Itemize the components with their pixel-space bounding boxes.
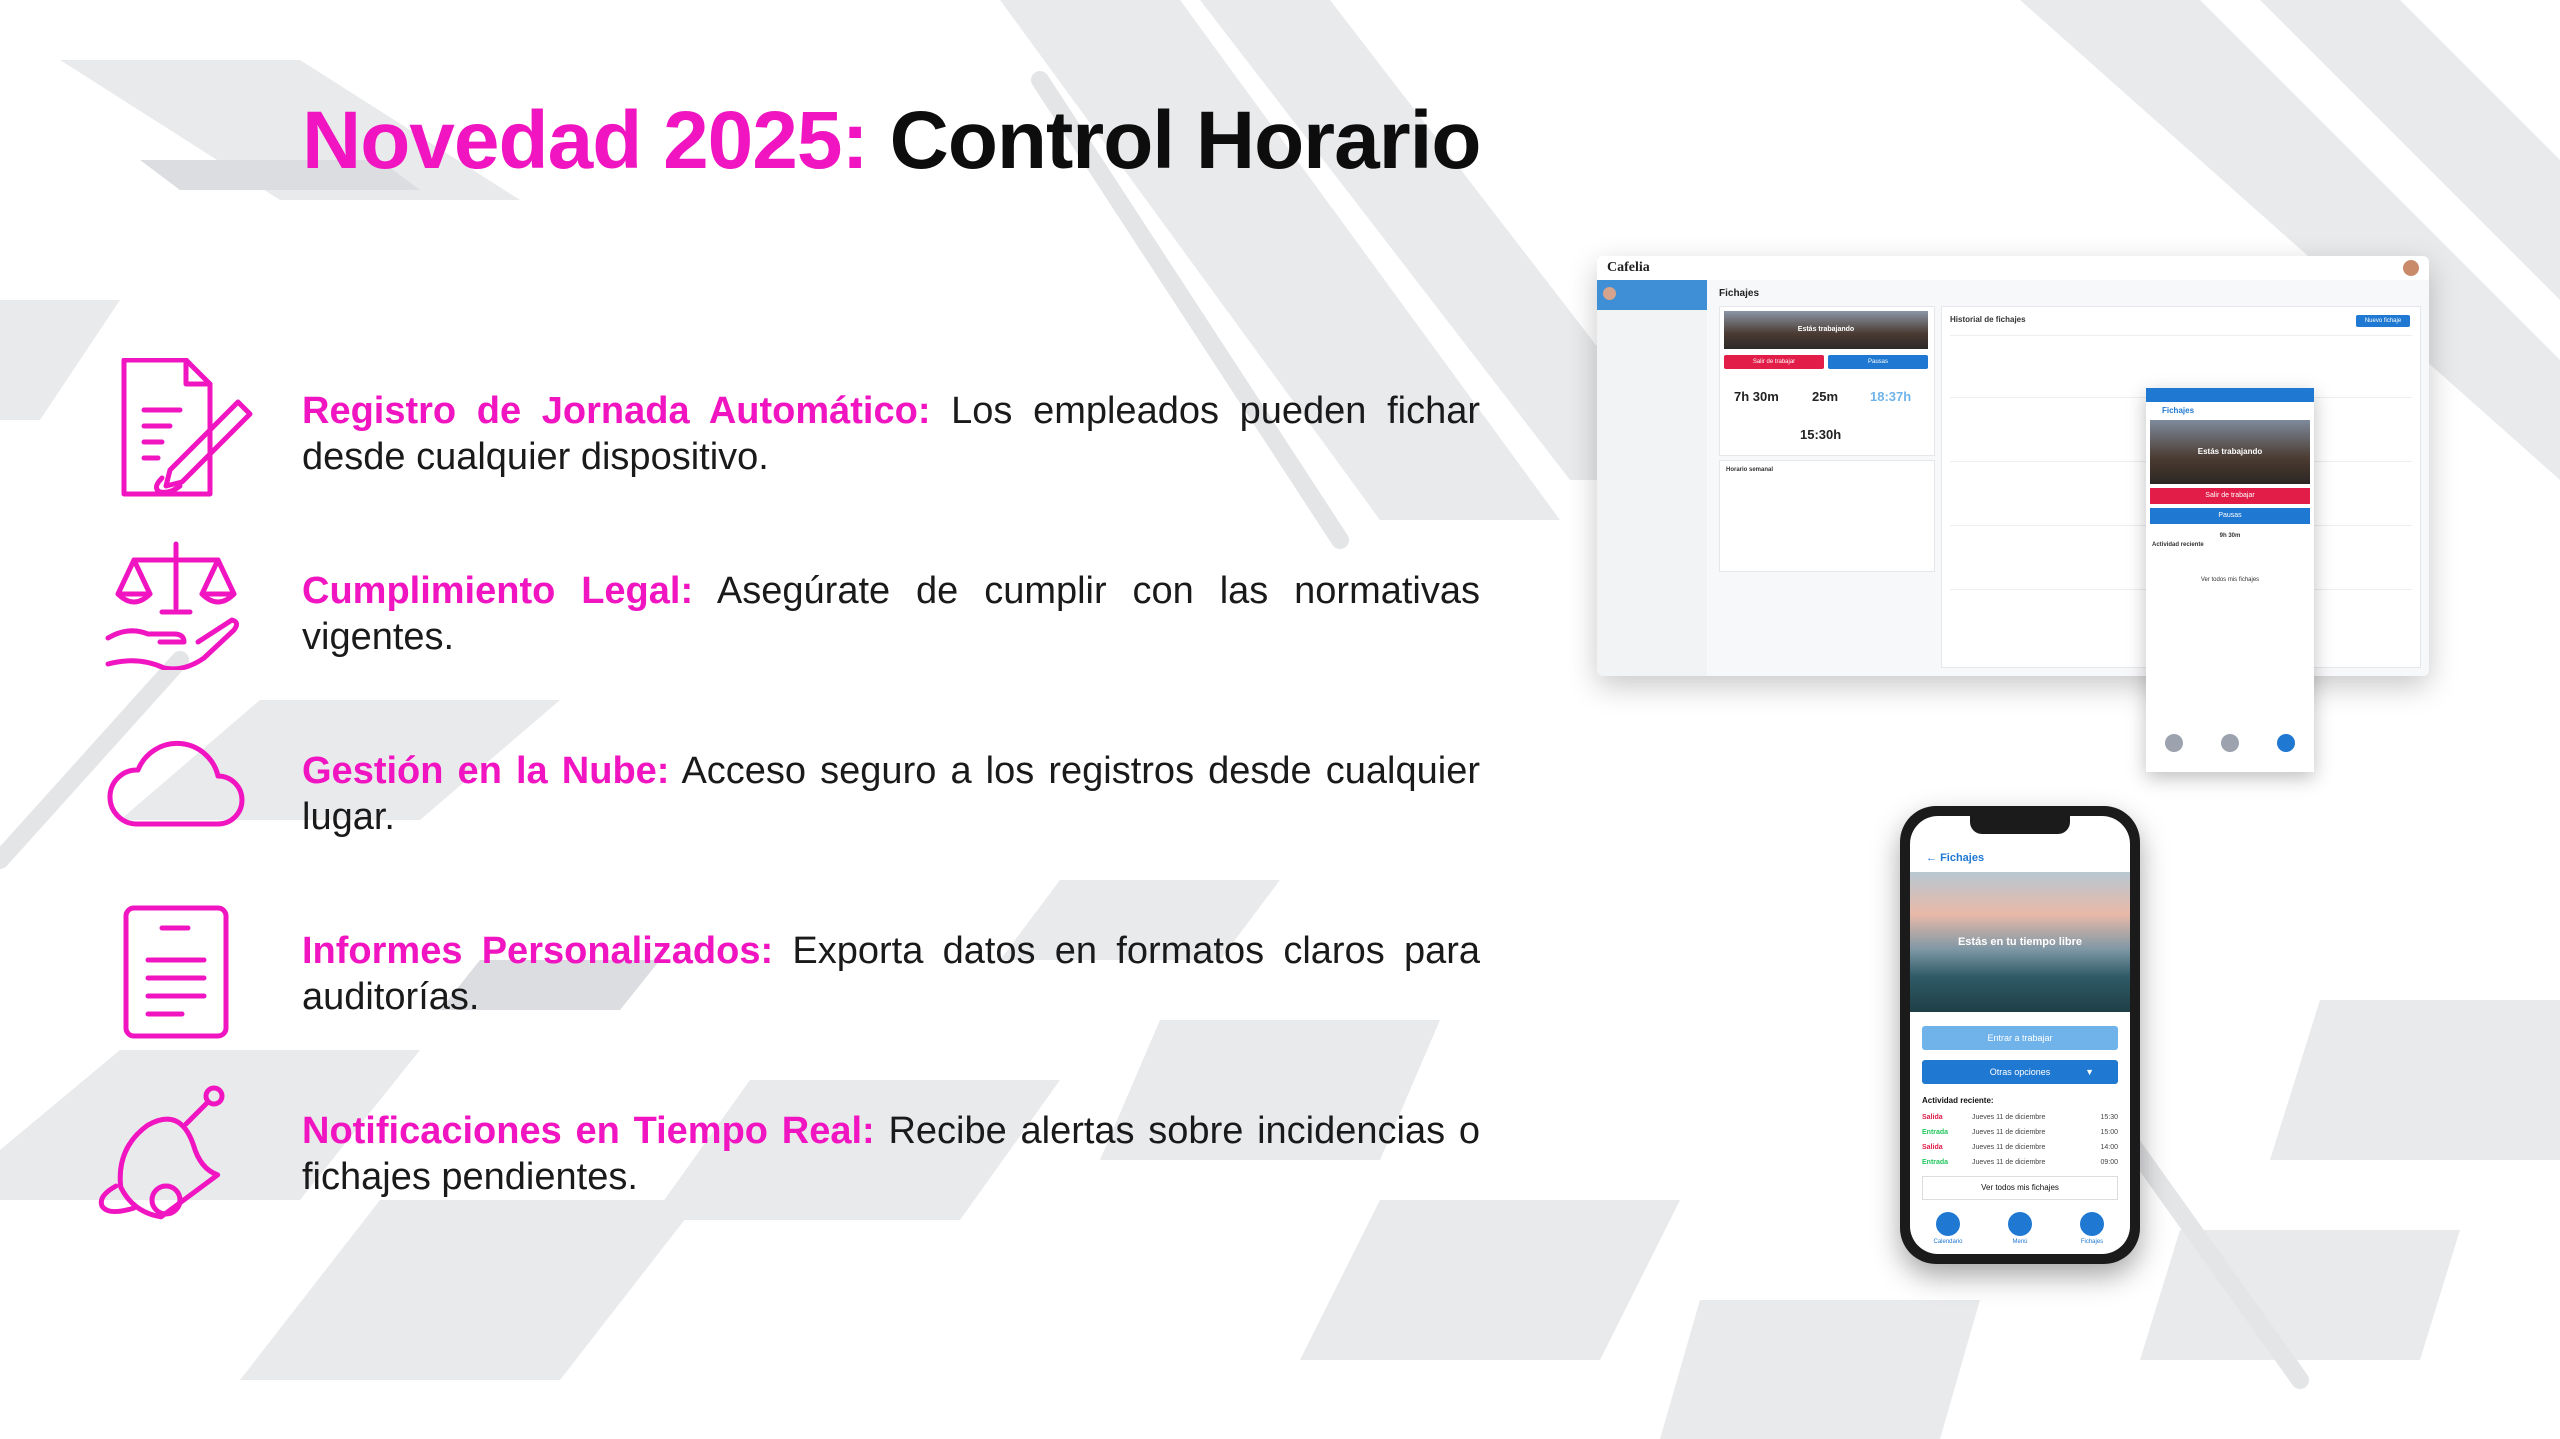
back-arrow-icon[interactable]: ← (1926, 852, 1941, 864)
exit-button[interactable]: Salir de trabajar (1724, 355, 1824, 369)
row-time: 14:00 (2100, 1144, 2118, 1151)
nav-menu-icon[interactable] (2221, 734, 2239, 752)
history-title: Historial de fichajes (1950, 315, 2026, 324)
feature-text: Asegúrate de cumplir con las normativas vigentes. (302, 570, 1480, 658)
cloud-icon (106, 730, 246, 830)
list-item (1922, 1142, 2118, 1154)
list-item (1922, 1127, 2118, 1139)
panel-worked: 9h 30m (2219, 533, 2241, 539)
feature-title: Registro de Jornada Automático: (302, 390, 931, 432)
document-signature-icon (118, 358, 258, 498)
feature-nube (302, 748, 1480, 840)
pause-button[interactable]: Pausas (1828, 355, 1928, 369)
row-date: Jueves 11 de diciembre (1972, 1129, 2046, 1136)
feature-informes (302, 928, 1480, 1020)
nav-calendar[interactable] (1918, 1212, 1978, 1245)
sidebar-user (1597, 280, 1707, 310)
status-photo: Estás trabajando (1724, 311, 1928, 349)
row-date: Jueves 11 de diciembre (1972, 1144, 2046, 1151)
desktop-topbar (1597, 256, 2429, 281)
other-options-button[interactable] (1922, 1060, 2118, 1084)
page-title: Fichajes (1719, 288, 1760, 299)
view-all-button[interactable]: Ver todos mis fichajes (1922, 1176, 2118, 1200)
row-type: Salida (1922, 1144, 1943, 1151)
row-time: 15:00 (2100, 1129, 2118, 1136)
panel-pause-button[interactable]: Pausas (2150, 508, 2310, 524)
feature-text: Los empleados pueden fichar desde cualquier dispositivo. (302, 390, 1480, 478)
nav-fichajes[interactable] (2062, 1212, 2122, 1245)
weekly-card (1719, 460, 1935, 572)
panel-recent (2152, 532, 2308, 585)
nav-menu[interactable] (1990, 1212, 2050, 1245)
slide-title (302, 96, 1480, 186)
phone-status-photo: Estás en tu tiempo libre (1910, 872, 2130, 1012)
row-time: 09:00 (2100, 1159, 2118, 1166)
feature-notificaciones (302, 1108, 1480, 1200)
desktop-sidebar (1597, 280, 1707, 676)
row-type: Entrada (1922, 1129, 1949, 1136)
clock-icon (2080, 1212, 2104, 1236)
clock-card (1719, 306, 1935, 456)
feature-text: Acceso seguro a los registros desde cualquier lugar. (302, 750, 1480, 838)
feature-title: Notificaciones en Tiempo Real: (302, 1110, 875, 1152)
title-main: Control Horario (889, 95, 1481, 186)
list-item (1922, 1157, 2118, 1169)
end-value: 18:37h (1870, 389, 1912, 404)
nav-label: Calendario (1933, 1239, 1963, 1245)
grid-menu-icon (2008, 1212, 2032, 1236)
other-options-label: Otras opciones (1989, 1067, 2051, 1077)
calendar-icon (1936, 1212, 1960, 1236)
sidebar-nav (1597, 310, 1707, 460)
scales-of-justice-icon (104, 540, 248, 670)
nav-label: Menú (2012, 1239, 2028, 1245)
phone-mockup (1900, 806, 2140, 1264)
nav-clock-icon[interactable] (2277, 734, 2295, 752)
nav-label: Fichajes (2080, 1239, 2104, 1245)
phone-screen (1910, 816, 2130, 1254)
phone-bottom-nav (1910, 1212, 2130, 1252)
break-value: 25m (1812, 389, 1839, 404)
weekly-label: Horario semanal (1726, 467, 1774, 473)
feature-title: Cumplimiento Legal: (302, 570, 694, 612)
phone-title (1926, 852, 1984, 864)
phone-recent-title: Actividad reciente: (1922, 1096, 1994, 1105)
row-date: Jueves 11 de diciembre (1972, 1159, 2046, 1166)
phone-notch (1970, 816, 2070, 834)
mobile-panel-mockup (2146, 388, 2314, 772)
list-item (1922, 1112, 2118, 1124)
row-type: Salida (1922, 1114, 1943, 1121)
panel-statusbar (2146, 388, 2314, 402)
panel-view-all[interactable]: Ver todos mis fichajes (2200, 577, 2260, 583)
feature-title: Informes Personalizados: (302, 930, 774, 972)
panel-status-photo: Estás trabajando (2150, 420, 2310, 484)
panel-title: Fichajes (2162, 406, 2195, 415)
worked-value: 7h 30m (1734, 389, 1779, 404)
phone-title-text: Fichajes (1940, 852, 1985, 864)
report-document-icon (122, 902, 230, 1040)
panel-recent-title: Actividad reciente (2152, 542, 2204, 548)
enter-work-button[interactable]: Entrar a trabajar (1922, 1026, 2118, 1050)
app-logo: Cafelia (1607, 260, 1650, 275)
last-value: 15:30h (1800, 427, 1842, 442)
feature-cumplimiento (302, 568, 1480, 660)
panel-nav (2146, 734, 2314, 752)
feature-text: Exporta datos en formatos claros para auditorías. (302, 930, 1481, 1018)
feature-title: Gestión en la Nube: (302, 750, 670, 792)
row-date: Jueves 11 de diciembre (1972, 1114, 2046, 1121)
chevron-down-icon: ▼ (2085, 1067, 2094, 1077)
panel-exit-button[interactable]: Salir de trabajar (2150, 488, 2310, 504)
avatar (2403, 260, 2419, 276)
desktop-main (1707, 280, 2429, 676)
title-accent: Novedad 2025: (302, 95, 868, 186)
bell-icon (94, 1082, 234, 1222)
row-type: Entrada (1922, 1159, 1949, 1166)
feature-text: Recibe alertas sobre incidencias o fichajes pendientes. (302, 1110, 1480, 1198)
nav-calendar-icon[interactable] (2165, 734, 2183, 752)
row-time: 15:30 (2100, 1114, 2118, 1121)
feature-registro (302, 388, 1480, 480)
new-entry-button[interactable]: Nuevo fichaje (2356, 315, 2410, 327)
